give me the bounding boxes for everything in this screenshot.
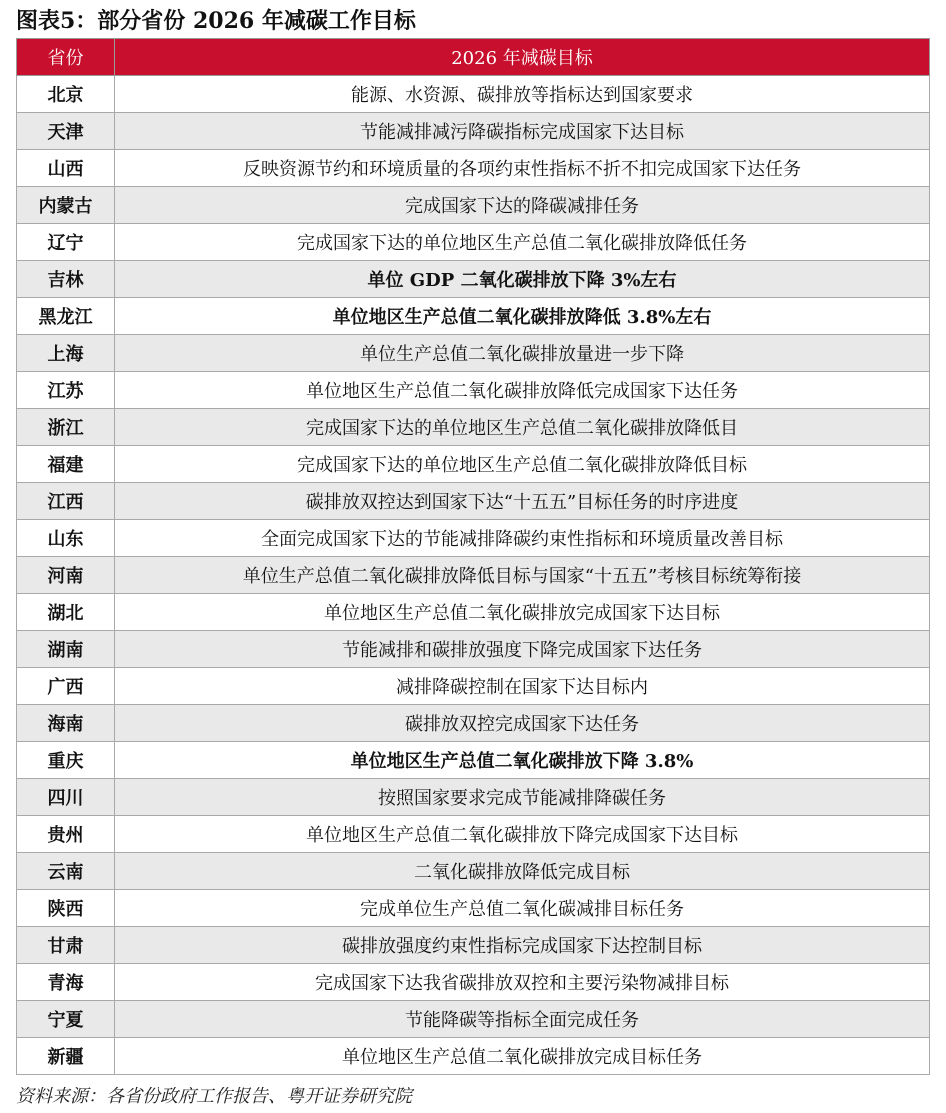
province-cell: 四川 [17, 779, 115, 816]
figure-title: 图表5：部分省份 2026 年减碳工作目标 [16, 8, 416, 34]
table-row [17, 927, 930, 964]
table-row [17, 705, 930, 742]
target-cell: 单位地区生产总值二氧化碳排放降低 3.8%左右 [115, 298, 930, 335]
target-cell: 单位生产总值二氧化碳排放降低目标与国家“十五五”考核目标统筹衔接 [115, 557, 930, 594]
table-body [17, 76, 930, 1075]
table-row [17, 298, 930, 335]
province-cell: 天津 [17, 113, 115, 150]
province-cell: 广西 [17, 668, 115, 705]
table-header-row [17, 39, 930, 76]
target-cell: 单位地区生产总值二氧化碳排放下降 3.8% [115, 742, 930, 779]
province-cell: 河南 [17, 557, 115, 594]
table-row [17, 816, 930, 853]
province-cell: 海南 [17, 705, 115, 742]
target-cell: 完成国家下达的单位地区生产总值二氧化碳排放降低任务 [115, 224, 930, 261]
province-cell: 江西 [17, 483, 115, 520]
target-cell: 碳排放双控达到国家下达“十五五”目标任务的时序进度 [115, 483, 930, 520]
table-row [17, 150, 930, 187]
target-cell: 节能降碳等指标全面完成任务 [115, 1001, 930, 1038]
province-cell: 重庆 [17, 742, 115, 779]
province-cell: 山西 [17, 150, 115, 187]
target-cell: 单位 GDP 二氧化碳排放下降 3%左右 [115, 261, 930, 298]
table-row [17, 594, 930, 631]
target-cell: 单位地区生产总值二氧化碳排放下降完成国家下达目标 [115, 816, 930, 853]
target-cell: 完成国家下达的降碳减排任务 [115, 187, 930, 224]
table-row [17, 1038, 930, 1075]
target-cell: 完成单位生产总值二氧化碳减排目标任务 [115, 890, 930, 927]
header-province: 省份 [17, 39, 115, 76]
table-row [17, 76, 930, 113]
target-cell: 全面完成国家下达的节能减排降碳约束性指标和环境质量改善目标 [115, 520, 930, 557]
province-cell: 内蒙古 [17, 187, 115, 224]
table-row [17, 668, 930, 705]
province-cell: 湖北 [17, 594, 115, 631]
table-row [17, 853, 930, 890]
table-row [17, 261, 930, 298]
target-cell: 节能减排减污降碳指标完成国家下达目标 [115, 113, 930, 150]
target-cell: 按照国家要求完成节能减排降碳任务 [115, 779, 930, 816]
table-row [17, 779, 930, 816]
table-row [17, 483, 930, 520]
target-cell: 二氧化碳排放降低完成目标 [115, 853, 930, 890]
target-cell: 碳排放双控完成国家下达任务 [115, 705, 930, 742]
table-row [17, 224, 930, 261]
target-cell: 完成国家下达的单位地区生产总值二氧化碳排放降低目 [115, 409, 930, 446]
table-row [17, 631, 930, 668]
table-row [17, 557, 930, 594]
table-row [17, 113, 930, 150]
table-row [17, 964, 930, 1001]
province-cell: 宁夏 [17, 1001, 115, 1038]
header-target: 2026 年减碳目标 [115, 39, 930, 76]
target-cell: 单位地区生产总值二氧化碳排放降低完成国家下达任务 [115, 372, 930, 409]
target-cell: 单位地区生产总值二氧化碳排放完成国家下达目标 [115, 594, 930, 631]
table-row [17, 409, 930, 446]
table-row [17, 520, 930, 557]
province-cell: 辽宁 [17, 224, 115, 261]
table-row [17, 890, 930, 927]
province-cell: 新疆 [17, 1038, 115, 1075]
target-cell: 单位生产总值二氧化碳排放量进一步下降 [115, 335, 930, 372]
source-note: 资料来源：各省份政府工作报告、粤开证券研究院 [16, 1086, 412, 1107]
table-row [17, 187, 930, 224]
province-cell: 贵州 [17, 816, 115, 853]
target-cell: 减排降碳控制在国家下达目标内 [115, 668, 930, 705]
carbon-target-table [16, 38, 930, 1075]
table-row [17, 1001, 930, 1038]
target-cell: 反映资源节约和环境质量的各项约束性指标不折不扣完成国家下达任务 [115, 150, 930, 187]
province-cell: 云南 [17, 853, 115, 890]
target-cell: 完成国家下达的单位地区生产总值二氧化碳排放降低目标 [115, 446, 930, 483]
table-row [17, 372, 930, 409]
target-cell: 单位地区生产总值二氧化碳排放完成目标任务 [115, 1038, 930, 1075]
target-cell: 完成国家下达我省碳排放双控和主要污染物减排目标 [115, 964, 930, 1001]
province-cell: 青海 [17, 964, 115, 1001]
table-row [17, 335, 930, 372]
target-cell: 节能减排和碳排放强度下降完成国家下达任务 [115, 631, 930, 668]
province-cell: 陕西 [17, 890, 115, 927]
target-cell: 能源、水资源、碳排放等指标达到国家要求 [115, 76, 930, 113]
province-cell: 上海 [17, 335, 115, 372]
province-cell: 福建 [17, 446, 115, 483]
province-cell: 浙江 [17, 409, 115, 446]
target-cell: 碳排放强度约束性指标完成国家下达控制目标 [115, 927, 930, 964]
province-cell: 甘肃 [17, 927, 115, 964]
province-cell: 江苏 [17, 372, 115, 409]
province-cell: 吉林 [17, 261, 115, 298]
province-cell: 北京 [17, 76, 115, 113]
province-cell: 黑龙江 [17, 298, 115, 335]
province-cell: 湖南 [17, 631, 115, 668]
province-cell: 山东 [17, 520, 115, 557]
table-row [17, 742, 930, 779]
table-row [17, 446, 930, 483]
